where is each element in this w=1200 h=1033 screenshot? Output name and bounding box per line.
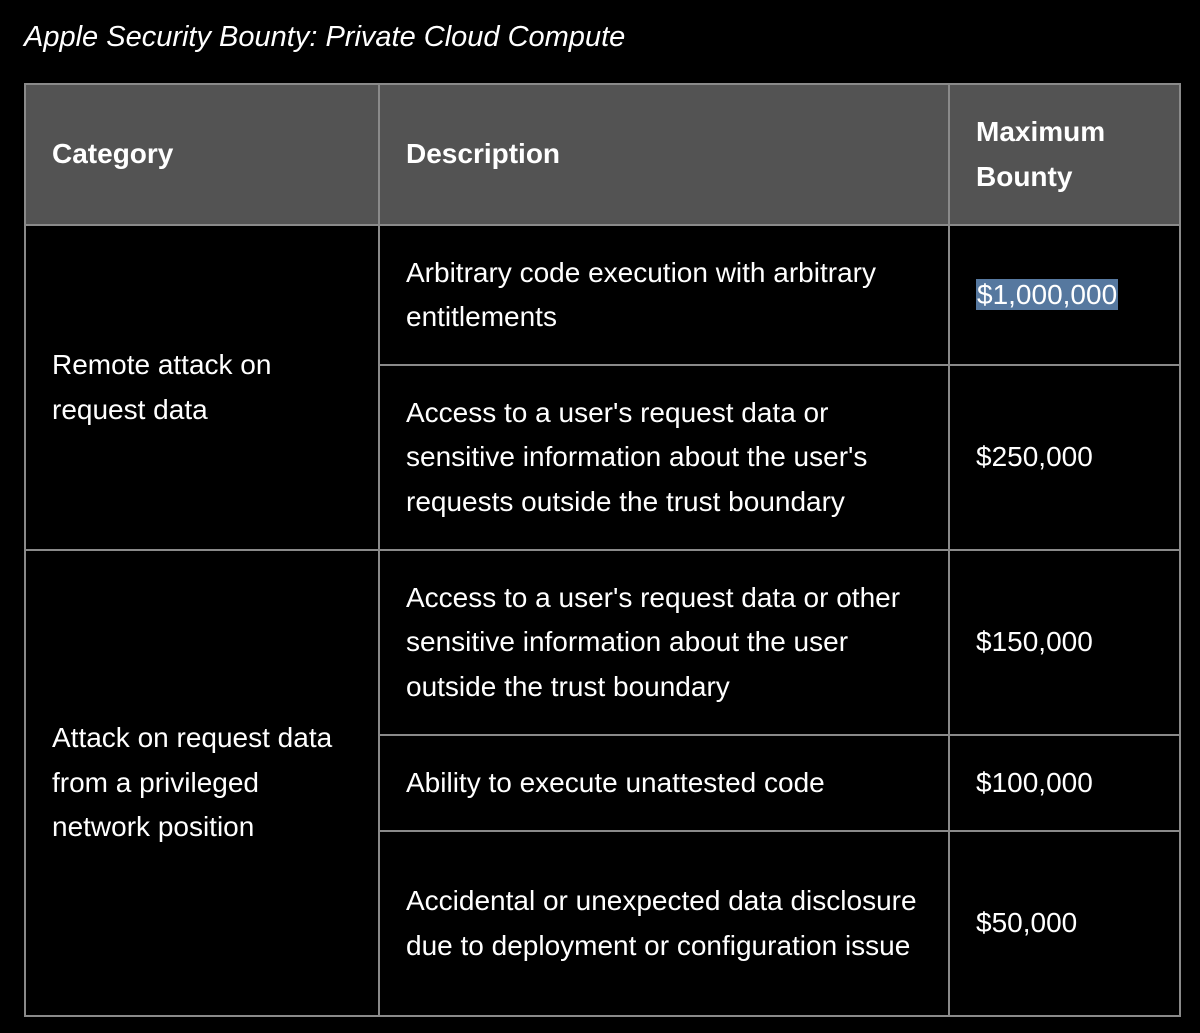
description-cell: Arbitrary code execution with arbitrary entitlements xyxy=(379,225,949,365)
description-cell: Access to a user's request data or other sensitive information about the user outside the trust boundary xyxy=(379,550,949,735)
bounty-cell xyxy=(949,225,1180,365)
bounty-cell: $100,000 xyxy=(949,735,1180,831)
description-cell: Access to a user's request data or sensitive information about the user's requests outside the trust boundary xyxy=(379,365,949,550)
header-description: Description xyxy=(379,84,949,225)
table-header-row xyxy=(25,84,1180,225)
header-category: Category xyxy=(25,84,379,225)
description-cell: Accidental or unexpected data disclosure due to deployment or configuration issue xyxy=(379,831,949,1016)
table-row xyxy=(25,225,1180,365)
selected-bounty-text[interactable]: $1,000,000 xyxy=(977,278,1118,310)
bounty-cell: $250,000 xyxy=(949,365,1180,550)
table-row xyxy=(25,550,1180,735)
table-caption: Apple Security Bounty: Private Cloud Compute xyxy=(24,21,626,53)
category-cell: Remote attack on request data xyxy=(25,225,379,550)
bounty-table xyxy=(24,83,1181,1017)
header-maximum-bounty: Maximum Bounty xyxy=(949,84,1180,225)
category-cell: Attack on request data from a privileged network position xyxy=(25,550,379,1016)
bounty-cell: $150,000 xyxy=(949,550,1180,735)
bounty-cell: $50,000 xyxy=(949,831,1180,1016)
description-cell: Ability to execute unattested code xyxy=(379,735,949,831)
